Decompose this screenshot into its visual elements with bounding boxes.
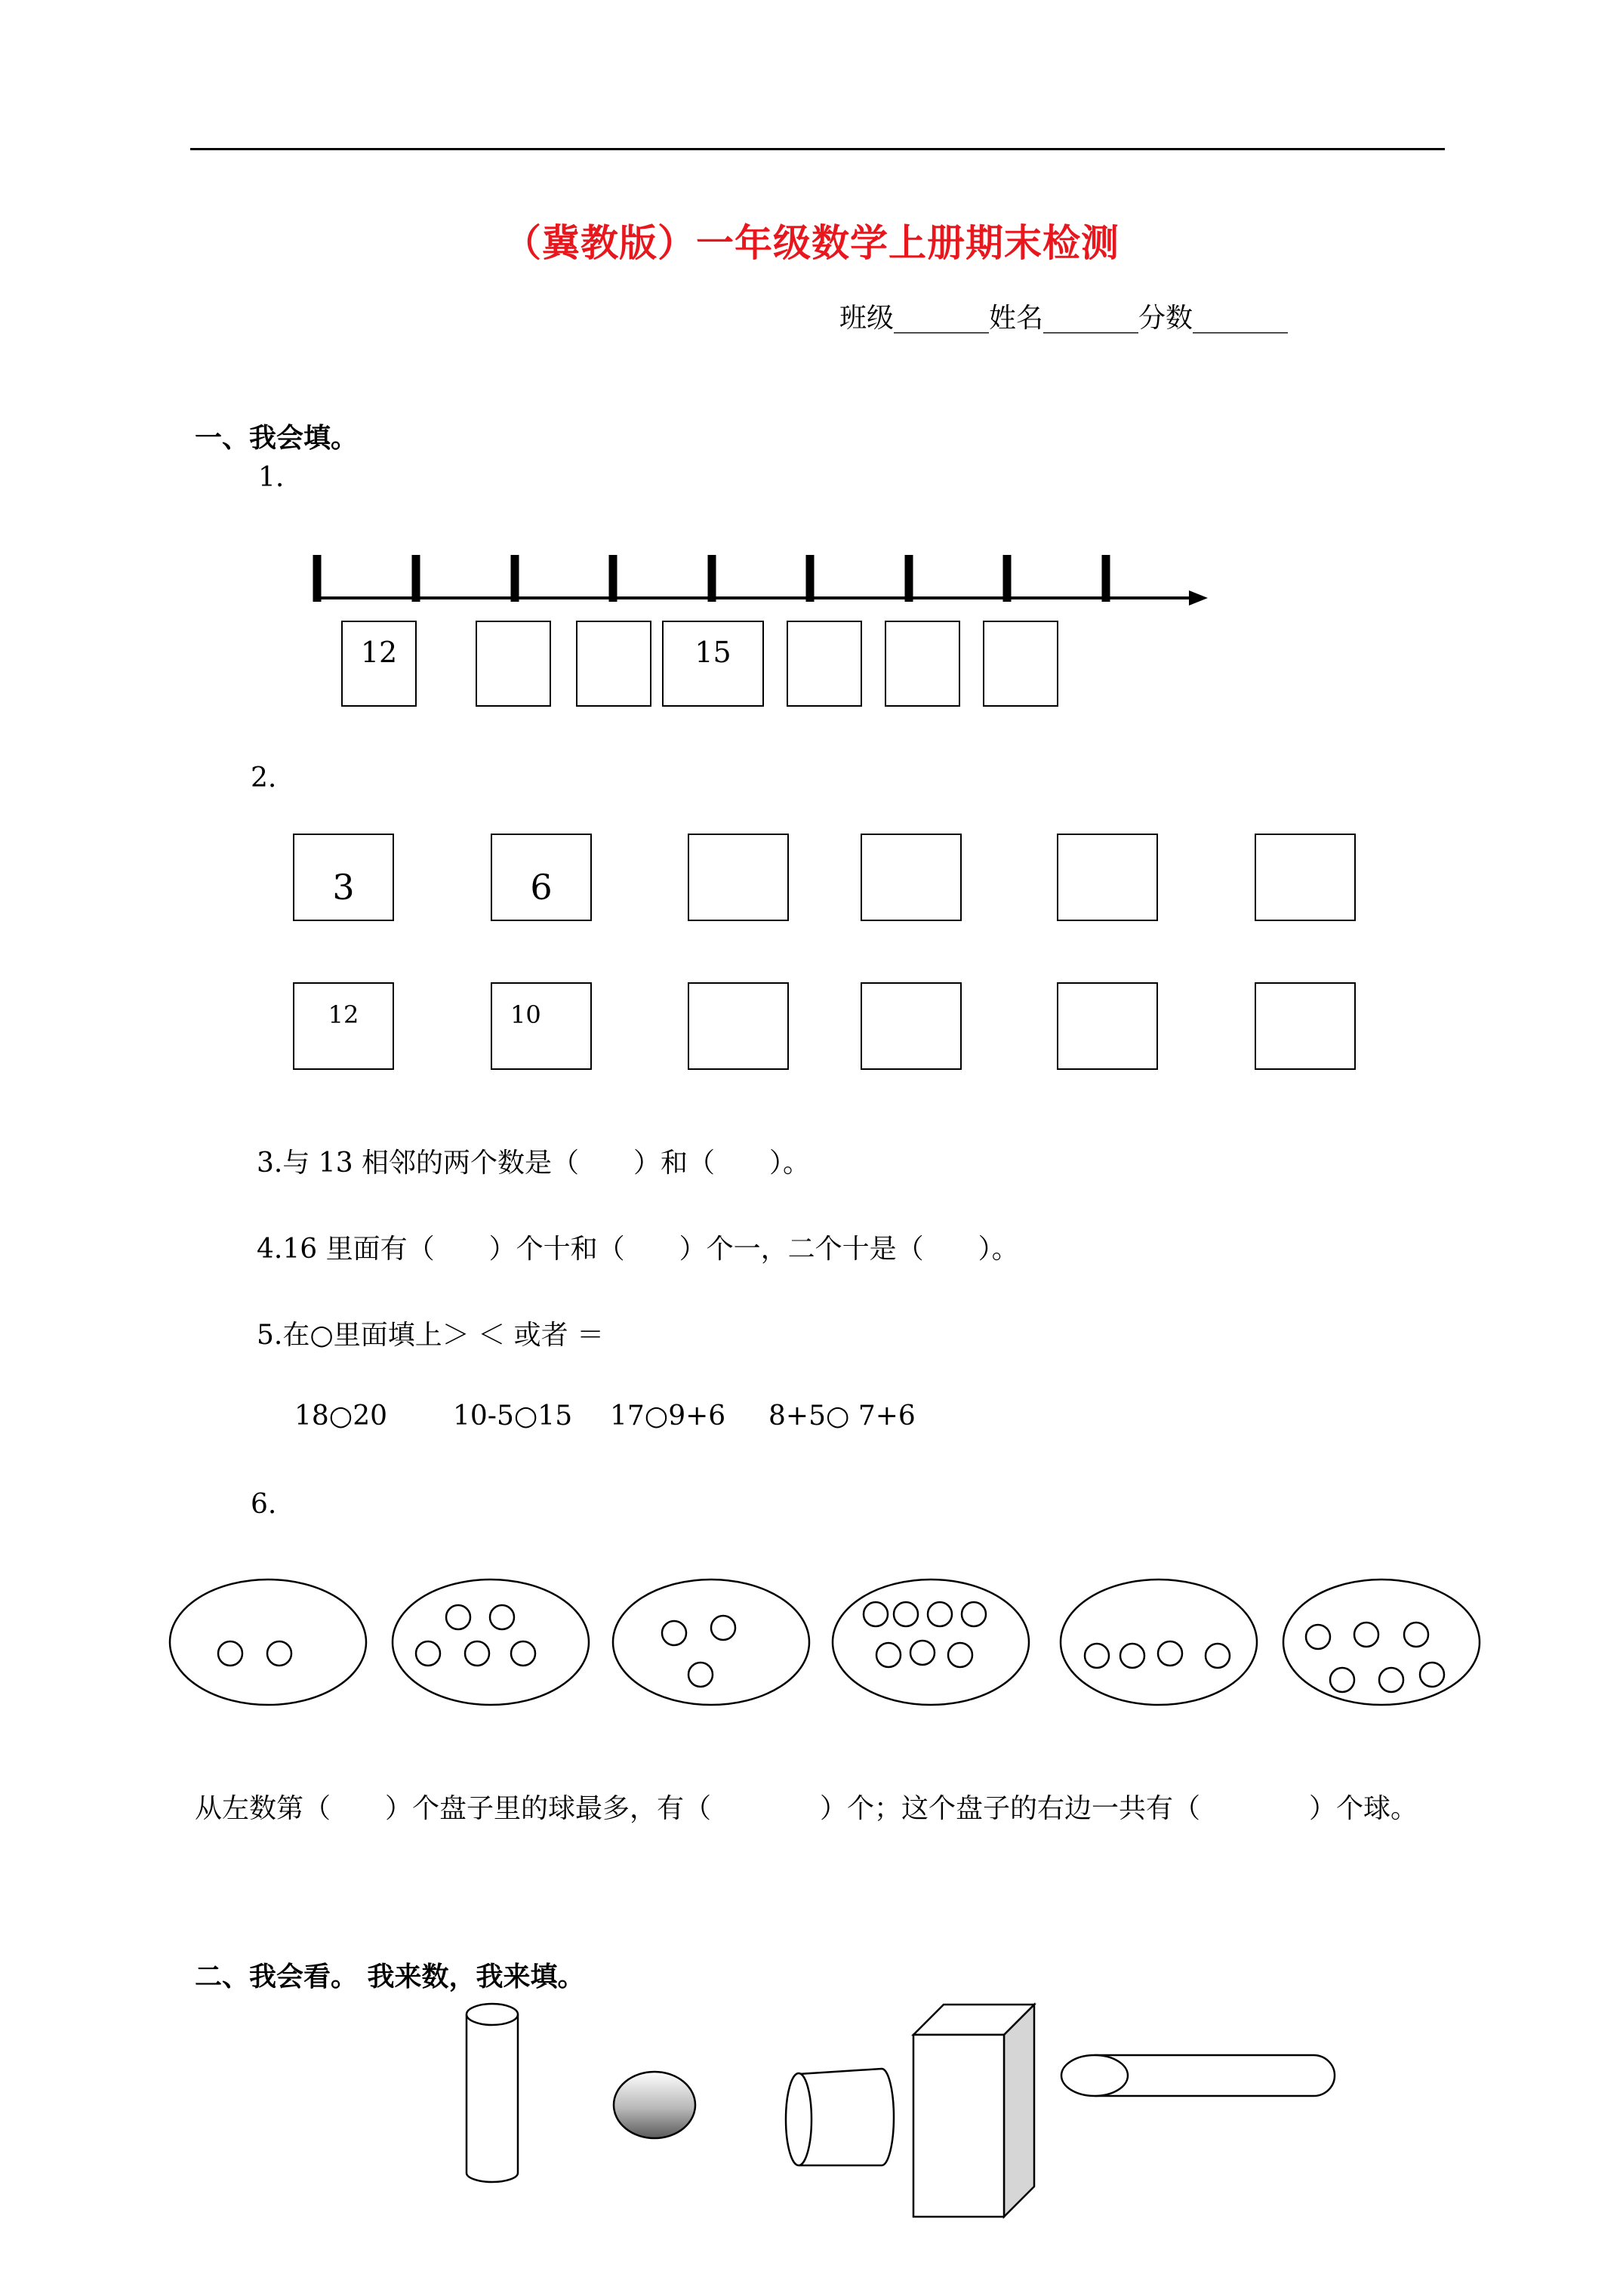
q5-item: 8+5○ 7+6 (768, 1401, 916, 1432)
q1-box[interactable]: 15 (662, 621, 764, 707)
q4-text: 4.16 里面有（ ）个十和（ ）个一，二个十是（ ）。 (257, 1234, 1019, 1265)
q2-box[interactable]: 6 (491, 834, 592, 921)
cuboid-icon (913, 2005, 1034, 2217)
q5-item: 17○9+6 (610, 1401, 726, 1432)
q2-label: 2. (251, 763, 277, 794)
section1-heading: 一、我会填。 (195, 423, 359, 454)
q6-label: 6. (251, 1489, 277, 1520)
q1-label: 1. (258, 462, 285, 493)
q6-text: 从左数第（ ）个盘子里的球最多，有（ ）个；这个盘子的右边一共有（ ）个球。 (195, 1793, 1418, 1824)
q3-text: 3.与 13 相邻的两个数是（ ）和（ ）。 (257, 1148, 811, 1179)
q2-box[interactable]: 10 (491, 982, 592, 1070)
long-cylinder-icon (1061, 2055, 1335, 2096)
cylinder-lying-icon (786, 2069, 894, 2165)
q5-item: 10-5○15 (453, 1401, 573, 1432)
sphere-icon (614, 2072, 695, 2138)
q5-text: 5.在○里面填上＞ ＜ 或者 ＝ (257, 1320, 605, 1351)
q2-box[interactable]: 12 (293, 982, 394, 1070)
cylinder-icon (467, 2004, 518, 2182)
page-title: （冀教版）一年级数学上册期末检测 (504, 221, 1119, 265)
section2-heading: 二、我会看。 我来数，我来填。 (195, 1962, 585, 1992)
q5-item: 18○20 (294, 1401, 388, 1432)
q2-box[interactable]: 3 (293, 834, 394, 921)
q1-box[interactable]: 12 (341, 621, 417, 707)
header-fields: 班级_______姓名_______分数_______ (839, 303, 1289, 334)
